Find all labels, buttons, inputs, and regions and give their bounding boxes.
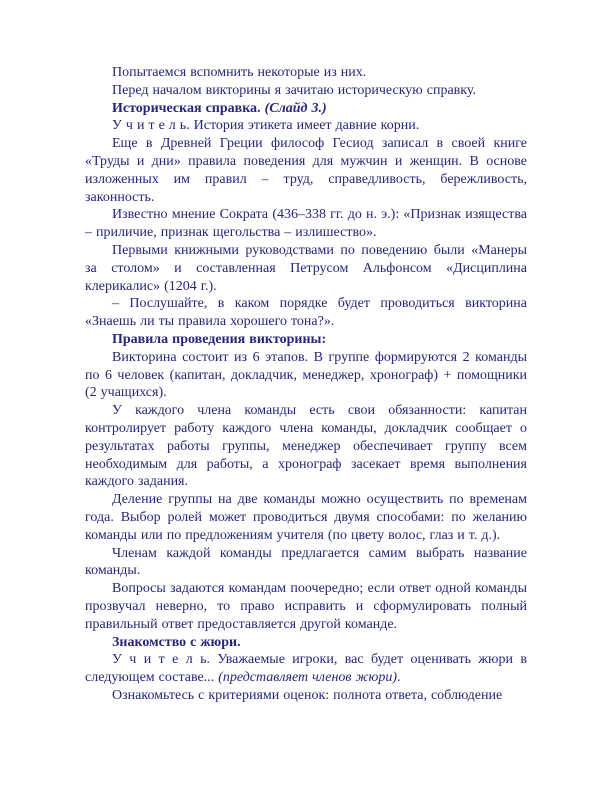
paragraph [85, 117, 527, 135]
text-run: Знакомство с жюри. [112, 634, 241, 650]
paragraph [85, 82, 527, 100]
text-run: У ч и т е л ь. Уважаемые игроки, вас будет оценивать жюри в следующем составе... [85, 652, 527, 686]
text-run: Попытаемся вспомнить некоторые из них. [112, 65, 367, 80]
paragraph [85, 349, 527, 402]
paragraph [85, 634, 527, 652]
text-run: Членам каждой команды предлагается самим выбрать название команды. [85, 545, 527, 579]
paragraph [85, 687, 527, 705]
text-run: Правила проведения викторины: [112, 331, 327, 347]
text-run: Известно мнение Сократа (436–338 гг. до н. э.): «Признак изящества – приличие, признак щегольства – излишество». [85, 207, 527, 241]
text-run: – Послушайте, в каком порядке будет проводиться викторина «Знаешь ли ты правила хорошего тона?». [85, 296, 527, 330]
paragraph [85, 100, 527, 118]
paragraph [85, 580, 527, 633]
text-run: (Слайд 3.) [264, 100, 327, 116]
text-run: Деление группы на две команды можно осуществить по временам года. Выбор ролей может проводиться двумя способами: по желанию команды или по предложениям учителя (по цвету волос, глаз и т. д.). [85, 492, 527, 543]
text-run: Перед началом викторины я зачитаю историческую справку. [112, 82, 476, 98]
text-run: (представляет членов жюри) [218, 670, 398, 686]
paragraph [85, 545, 527, 581]
paragraph [85, 491, 527, 544]
paragraph [85, 64, 527, 82]
text-run: Ознакомьтесь с критериями оценок: полнота ответа, соблюдение [112, 687, 503, 703]
text-run: Историческая справка. [112, 100, 265, 116]
paragraph [85, 295, 527, 331]
text-run: Вопросы задаются командам поочередно; если ответ одной команды прозвучал неверно, то право исправить и сформулировать полный правильный ответ предоставляется другой команде. [85, 581, 527, 632]
paragraph [85, 242, 527, 295]
paragraph [85, 402, 527, 491]
text-run: У ч и т е л ь. История этикета имеет давние корни. [112, 118, 420, 134]
text-run: У каждого члена команды есть свои обязанности: капитан контролирует работу каждого члена команды, докладчик сообщает о результатах работы группы, менеджер обеспечивает группу всем необходимым для работы, а хронограф засекает время выполнения каждого задания. [85, 403, 527, 490]
text-run: . [397, 670, 401, 686]
paragraph [85, 651, 527, 687]
paragraph [85, 331, 527, 349]
document-text [85, 64, 527, 705]
paragraph [85, 135, 527, 206]
text-run: Викторина состоит из 6 этапов. В группе формируются 2 команды по 6 человек (капитан, докладчик, менеджер, хронограф) + помощники (2 учащихся). [85, 349, 527, 401]
paragraph [85, 206, 527, 242]
text-run: Еще в Древней Греции философ Гесиод записал в своей книге «Труды и дни» правила поведения для мужчин и женщин. В основе изложенных им правил – труд, справедливость, бережливость, законность. [85, 136, 527, 205]
text-run: Первыми книжными руководствами по поведению были «Манеры за столом» и составленная Петрусом Альфонсом «Дисциплина клерикалис» (1204 г.). [85, 242, 527, 294]
